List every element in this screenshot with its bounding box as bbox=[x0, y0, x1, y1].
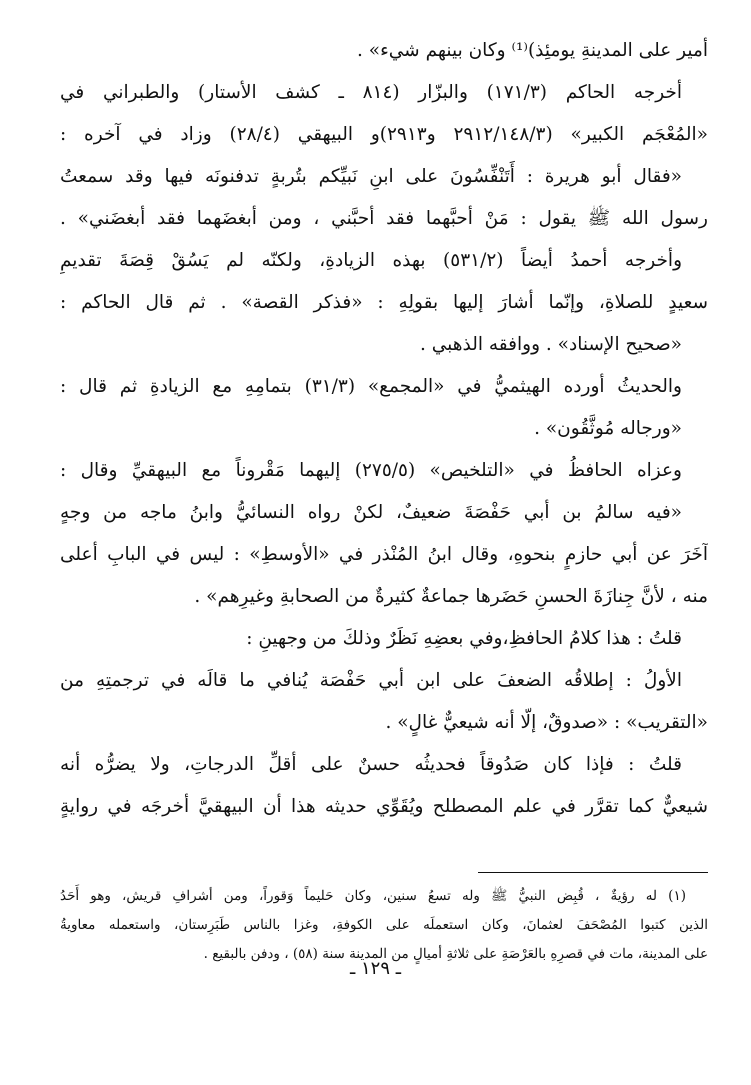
text-line: أمير على المدينةِ يومئِذ)⁽¹⁾ وكان بينهم شيء» . bbox=[356, 40, 708, 61]
text-line: «ورجاله مُوثَّقُون» . bbox=[534, 418, 682, 439]
text-line: رسول الله ﷺ يقول : مَنْ أحبَّهما فقد أحبَّني ، ومن أبغضَهما فقد أبغضَني» . bbox=[60, 208, 708, 229]
text-line: أخرجه الحاكم (١٧١/٣) والبزّار (٨١٤ ـ كشف الأستار) والطبراني في bbox=[60, 82, 683, 103]
text-line: «فيه سالمُ بن أبي حَفْصَةَ ضعيفٌ، لكنْ رواه النسائيُّ وابنُ ماجه من وجهٍ bbox=[60, 502, 682, 523]
footnote-line: (١) له رؤيةٌ ، قُبِض النبيُّ ﷺ وله تسعُ سنين، وكان حَليماً وَقوراً، ومن أشرافِ قريش، وهو أَحَدُ bbox=[60, 888, 686, 904]
main-text bbox=[60, 30, 708, 828]
text-line: «التقريب» : «صدوقٌ، إلّا أنه شيعيٌّ غالٍ» . bbox=[385, 712, 708, 733]
text-line: الأولُ : إطلاقُه الضعفَ على ابن أبي حَفْصَة يُنافي ما قالَه في ترجمتِهِ من bbox=[60, 670, 682, 691]
text-line: قلتُ : فإذا كان صَدُوقاً فحديثُه حسنٌ على أقلِّ الدرجاتِ، ولا يضرُّه أنه bbox=[60, 754, 682, 775]
page-number: ـ ١٢٩ ـ bbox=[349, 958, 401, 979]
text-line: وأخرجه أحمدُ أيضاً (٥٣١/٢) بهذه الزيادةِ، ولكنّه لم يَسُقْ قِصَةَ تقديمِ bbox=[60, 250, 683, 271]
text-line: سعيدٍ للصلاةِ، وإنّما أشارَ إليها بقولِهِ : «فذكر القصة» . ثم قال الحاكم : bbox=[60, 292, 708, 313]
text-line: «المُعْجَم الكبير» (٢٩١٢/١٤٨/٣ و٢٩١٣)و البيهقي (٢٨/٤) وزاد في آخره : bbox=[60, 124, 708, 145]
text-line: شيعيٌّ كما تقرَّر في علم المصطلح ويُقَوِّي حديثه هذا أن البيهقيَّ أخرجَه في روايةٍ bbox=[60, 796, 708, 817]
page bbox=[60, 30, 708, 962]
text-line: «فقال أبو هريرة : أَتَنْفِّسُونَ على ابنِ نَبيِّكم بتُربةٍ تدفنونَه فيها وقد سمعتُ bbox=[60, 166, 682, 187]
text-line: منه ، لأنَّ جِنازَةَ الحسنِ حَضَرها جماعةٌ كثيرةٌ من الصحابةِ وغيرِهم» . bbox=[194, 586, 708, 607]
text-line: قلتُ : هذا كلامُ الحافظِ،وفي بعضِهِ نَظَرٌ وذلكَ من وجهينِ : bbox=[246, 628, 682, 649]
footnote-divider bbox=[478, 872, 708, 873]
footnote-line: الذين كتبوا المُصْحَفَ لعثمانَ، وكان استعملَه على الكوفةِ، وغزا بالناس طَبَرِستان، واستعمله معاويةُ bbox=[60, 917, 708, 933]
text-line: وعزاه الحافظُ في «التلخيص» (٢٧٥/٥) إليهما مَقْروناً مع البيهقيِّ وقال : bbox=[60, 460, 682, 481]
text-line: والحديثُ أورده الهيثميُّ في «المجمع» (٣١/٣) بتمامِهِ مع الزيادةِ ثم قال : bbox=[60, 376, 682, 397]
footnotes bbox=[60, 882, 708, 969]
text-line: آخَرَ عن أبي حازمٍ بنحوهِ، وقال ابنُ المُنْذر في «الأوسطِ» : ليس في البابِ أعلى bbox=[60, 544, 708, 565]
text-line: «صحيح الإسناد» . ووافقه الذهبي . bbox=[420, 334, 682, 355]
footnote-line: على المدينة، مات في قصرِهِ بالعَرْصَةِ على ثلاثةِ أميالٍ من المدينة سنة (٥٨) ، ودفن بالبقيع . bbox=[203, 946, 708, 962]
